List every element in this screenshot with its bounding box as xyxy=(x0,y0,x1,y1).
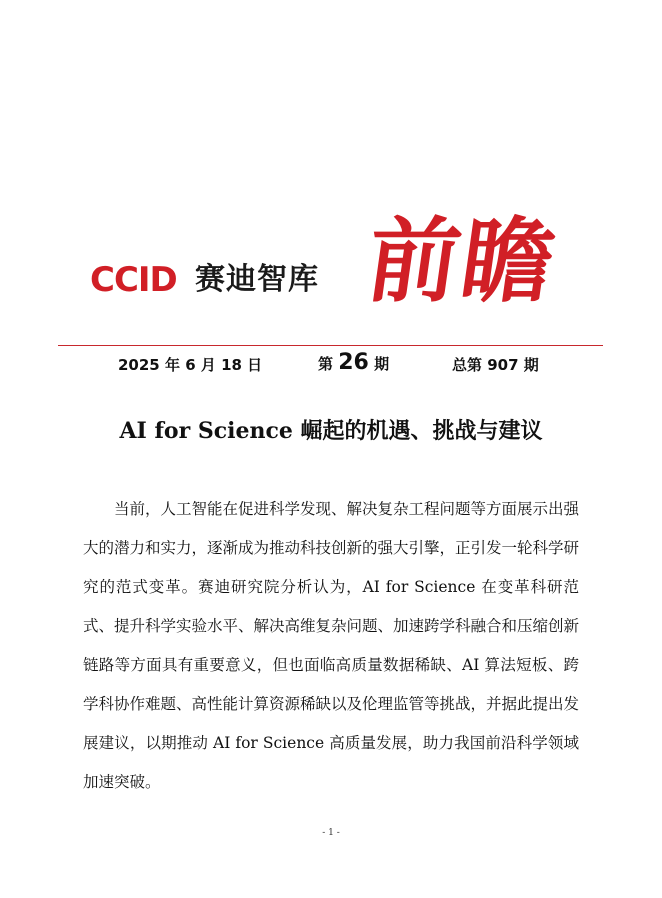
page-number: - 1 - xyxy=(322,828,340,838)
article-title: AI for Science 崛起的机遇、挑战与建议 xyxy=(119,418,543,444)
issue-number xyxy=(318,350,389,375)
issue-number-suffix: 期 xyxy=(374,355,390,373)
issue-date: 2025 年 6 月 18 日 xyxy=(118,356,263,374)
masthead xyxy=(0,207,662,335)
header-divider xyxy=(58,345,603,346)
issue-number-prefix: 第 xyxy=(318,355,334,373)
publication-title-calligraphy: 前瞻 xyxy=(360,207,564,315)
issue-number-value: 26 xyxy=(338,350,369,375)
org-name: 赛迪智库 xyxy=(195,262,319,297)
issue-info xyxy=(0,350,662,378)
ccid-logo: CCID xyxy=(90,260,177,300)
issue-total: 总第 907 期 xyxy=(452,356,539,374)
article-paragraph: 当前，人工智能在促进科学发现、解决复杂工程问题等方面展示出强大的潜力和实力，逐渐成为推动科技创新的强大引擎，正引发一轮科学研究的范式变革。赛迪研究院分析认为，AI for Science 在变革科研范式、提升科学实验水平、解决高维复杂问题、加速跨学科融合和压缩创新链路等方面具有重要意义，但也面临高质量数据稀缺、AI 算法短板、跨学科协作难题、高性能计算资源稀缺以及伦理监管等挑战，并据此提出发展建议，以期推动 AI for Science 高质量发展，助力我国前沿科学领域加速突破。 xyxy=(83,500,580,791)
